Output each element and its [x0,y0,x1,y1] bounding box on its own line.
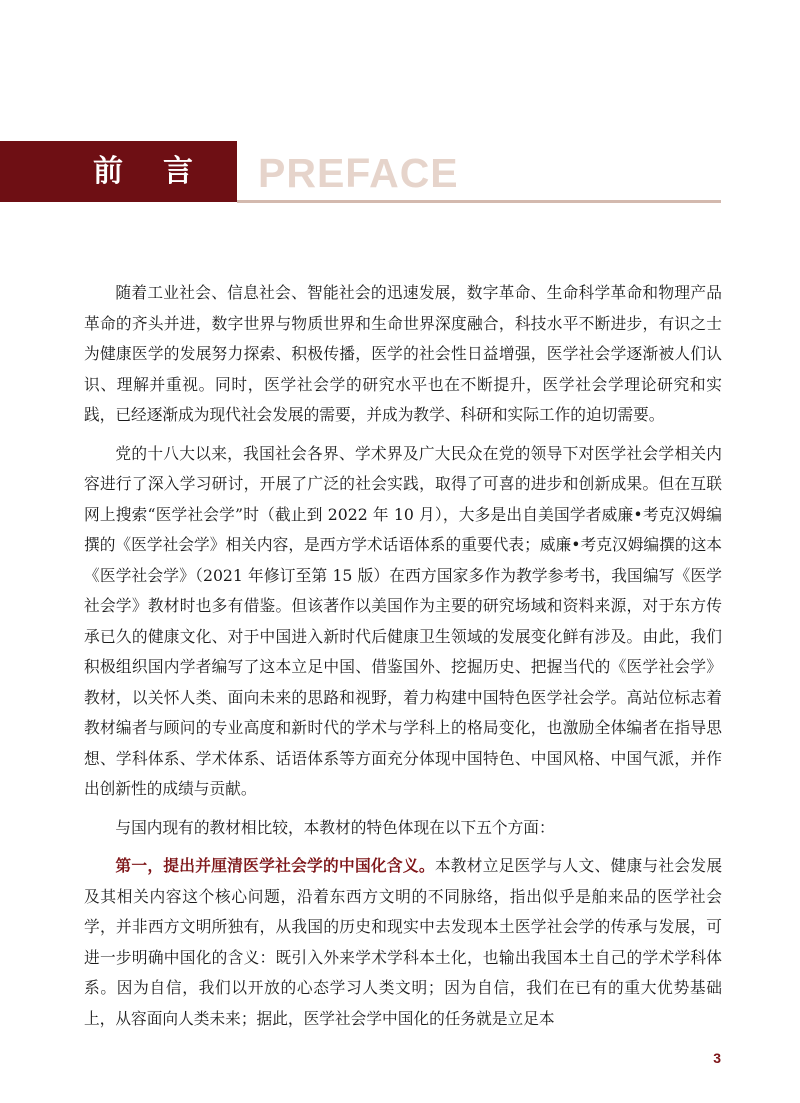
feature-heading: 第一，提出并厘清医学社会学的中国化含义。 [115,856,435,875]
feature-text: 本教材立足医学与人文、健康与社会发展及其相关内容这个核心问题，沿着东西方文明的不同脉络，指出似乎是舶来品的医学社会学，并非西方文明所独有，从我国的历史和现实中去发现本土医学社会学的传承与发展，可进一步明确中国化的含义：既引入外来学术学科本土化，也输出我国本土自己的学术学科体系。因为自信，我们以开放的心态学习人类文明；因为自信，我们在已有的重大优势基础上，从容面向人类未来；据此，医学社会学中国化的任务就是立足本 [84,856,723,1028]
title-underline [237,200,721,203]
paragraph: 党的十八大以来，我国社会各界、学术界及广大民众在党的领导下对医学社会学相关内容进行了深入学习研讨，开展了广泛的社会实践，取得了可喜的进步和创新成果。但在互联网上搜索“医学社会学”时（截止到 2022 年 10 月），大多是出自美国学者威廉•考克汉姆编撰的《医学社会学》相关内容，是西方学术话语体系的重要代表；威廉•考克汉姆编撰的这本《医学社会学》（2021 年修订至第 15 版）在西方国家多作为教学参考书，我国编写《医学社会学》教材时也多有借鉴。但该著作以美国作为主要的研究场域和资料来源，对于东方传承已久的健康文化、对于中国进入新时代后健康卫生领域的发展变化鲜有涉及。由此，我们积极组织国内学者编写了这本立足中国、借鉴国外、挖掘历史、把握当代的《医学社会学》教材，以关怀人类、面向未来的思路和视野，着力构建中国特色医学社会学。高站位标志着教材编者与顾问的专业高度和新时代的学术与学科上的格局变化，也激励全体编者在指导思想、学科体系、学术体系、话语体系等方面充分体现中国特色、中国风格、中国气派，并作出创新性的成绩与贡献。 [84,443,722,798]
page-number: 3 [713,1050,721,1066]
paragraph: 与国内现有的教材相比较，本教材的特色体现在以下五个方面： [115,817,555,837]
body-text [84,278,722,1042]
page-title-english: PREFACE [258,150,459,196]
paragraph-feature-one [84,851,722,1034]
page-title: 前言 [93,154,233,189]
paragraph: 随着工业社会、信息社会、智能社会的迅速发展，数字革命、生命科学革命和物理产品革命的齐头并进，数字世界与物质世界和生命世界深度融合，科技水平不断进步，有识之士为健康医学的发展努力探索、积极传播，医学的社会性日益增强，医学社会学逐渐被人们认识、理解并重视。同时，医学社会学的研究水平也在不断提升，医学社会学理论研究和实践，已经逐渐成为现代社会发展的需要，并成为教学、科研和实际工作的迫切需要。 [84,283,722,424]
